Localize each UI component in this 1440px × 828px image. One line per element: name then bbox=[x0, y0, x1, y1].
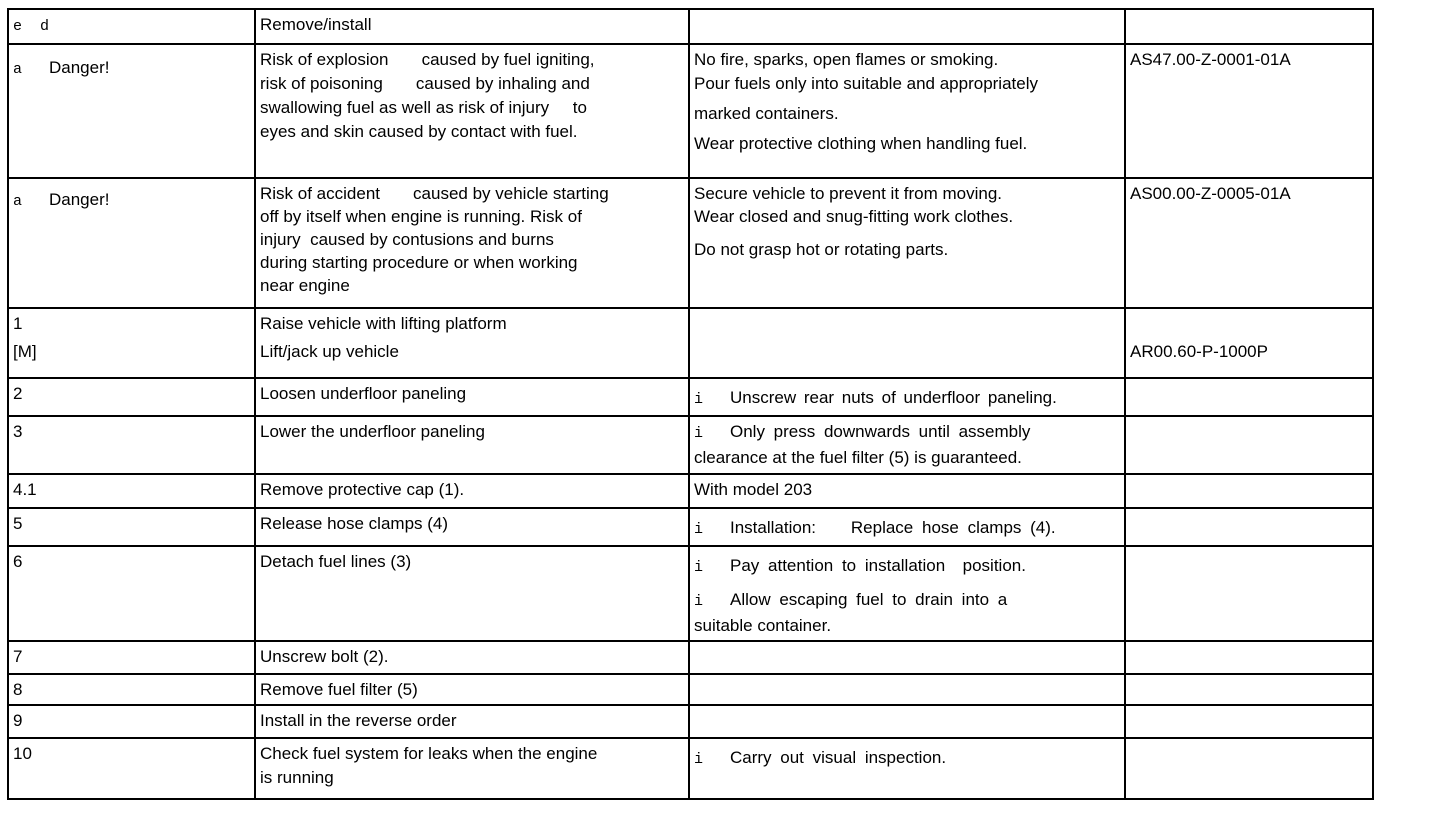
step-note-cell bbox=[689, 546, 1125, 641]
step-number-cell bbox=[8, 508, 255, 546]
measure-line: Wear protective clothing when handling fuel. bbox=[694, 134, 1028, 153]
reference-cell bbox=[1125, 308, 1373, 378]
step-row bbox=[8, 738, 1373, 799]
reference-cell bbox=[1125, 44, 1373, 178]
step-action: Remove protective cap (1). bbox=[260, 480, 465, 499]
step-action-cell bbox=[255, 674, 689, 705]
step-number: 9 bbox=[13, 711, 23, 730]
step-action: Check fuel system for leaks when the engine bbox=[260, 744, 598, 763]
risk-line: near engine bbox=[260, 276, 350, 295]
step-action: Unscrew bolt (2). bbox=[260, 647, 389, 666]
info-icon: i bbox=[694, 593, 704, 610]
measure-line: Secure vehicle to prevent it from moving. bbox=[694, 184, 1003, 203]
risk-line: swallowing fuel as well as risk of injury to bbox=[260, 98, 587, 117]
danger-row bbox=[8, 178, 1373, 308]
step-note: Allow escaping fuel to drain into a bbox=[730, 590, 1008, 609]
empty-cell bbox=[1125, 9, 1373, 44]
step-action-cell bbox=[255, 416, 689, 474]
step-action: Install in the reverse order bbox=[260, 711, 457, 730]
step-action: Raise vehicle with lifting platform bbox=[260, 314, 507, 333]
step-row bbox=[8, 378, 1373, 416]
empty-cell bbox=[689, 641, 1125, 674]
step-action-cell bbox=[255, 705, 689, 738]
step-action: Lift/jack up vehicle bbox=[260, 342, 399, 361]
risk-line: Risk of accident caused by vehicle starting bbox=[260, 184, 609, 203]
step-action: Lower the underfloor paneling bbox=[260, 422, 485, 441]
step-row bbox=[8, 546, 1373, 641]
empty-cell bbox=[1125, 641, 1373, 674]
step-row bbox=[8, 474, 1373, 508]
empty-cell bbox=[1125, 474, 1373, 508]
step-note: Installation: Replace hose clamps (4). bbox=[730, 518, 1056, 537]
step-note-cell bbox=[689, 738, 1125, 799]
step-note: Only press downwards until assembly bbox=[730, 422, 1031, 441]
info-icon: i bbox=[694, 559, 704, 576]
procedure-table bbox=[7, 8, 1374, 800]
step-action: is running bbox=[260, 768, 334, 787]
info-icon: i bbox=[694, 521, 704, 538]
risk-line: off by itself when engine is running. Risk of bbox=[260, 207, 582, 226]
step-row bbox=[8, 674, 1373, 705]
step-action: Release hose clamps (4) bbox=[260, 514, 449, 533]
step-note: Unscrew rear nuts of underfloor paneling. bbox=[730, 388, 1057, 407]
step-number: 8 bbox=[13, 680, 23, 699]
step-number-cell bbox=[8, 705, 255, 738]
step-action: Loosen underfloor paneling bbox=[260, 384, 467, 403]
step-action: Remove fuel filter (5) bbox=[260, 680, 418, 699]
step-action-cell bbox=[255, 738, 689, 799]
measure-line: Do not grasp hot or rotating parts. bbox=[694, 240, 949, 259]
reference-code: AS00.00-Z-0005-01A bbox=[1130, 184, 1291, 203]
risk-line: risk of poisoning caused by inhaling and bbox=[260, 74, 590, 93]
header-symbols-cell bbox=[8, 9, 255, 44]
risk-line: during starting procedure or when working bbox=[260, 253, 578, 272]
reference-code: AR00.60-P-1000P bbox=[1130, 342, 1268, 361]
measures-cell bbox=[689, 44, 1125, 178]
step-row bbox=[8, 705, 1373, 738]
step-number-cell bbox=[8, 308, 255, 378]
step-number-cell bbox=[8, 738, 255, 799]
step-action-cell bbox=[255, 308, 689, 378]
danger-row bbox=[8, 44, 1373, 178]
step-note-cell bbox=[689, 508, 1125, 546]
step-note: Pay attention to installation position. bbox=[730, 556, 1026, 575]
danger-label-cell bbox=[8, 44, 255, 178]
step-number-cell bbox=[8, 546, 255, 641]
step-number-cell bbox=[8, 416, 255, 474]
step-action-cell bbox=[255, 546, 689, 641]
step-number: 10 bbox=[13, 744, 32, 763]
step-note-cell bbox=[689, 378, 1125, 416]
header-symbols: e d bbox=[13, 18, 50, 35]
empty-cell bbox=[689, 308, 1125, 378]
measure-line: Wear closed and snug-fitting work clothes. bbox=[694, 207, 1014, 226]
step-number: 5 bbox=[13, 514, 23, 533]
step-action-cell bbox=[255, 474, 689, 508]
step-note: clearance at the fuel filter (5) is guaranteed. bbox=[694, 448, 1022, 467]
empty-cell bbox=[1125, 705, 1373, 738]
step-row bbox=[8, 641, 1373, 674]
step-number: 1 bbox=[13, 314, 23, 333]
danger-label: Danger! bbox=[49, 58, 110, 77]
step-note-cell bbox=[689, 474, 1125, 508]
step-action: Detach fuel lines (3) bbox=[260, 552, 412, 571]
step-note: suitable container. bbox=[694, 616, 832, 635]
reference-cell bbox=[1125, 178, 1373, 308]
empty-cell bbox=[1125, 508, 1373, 546]
info-icon: i bbox=[694, 391, 704, 408]
empty-cell bbox=[1125, 674, 1373, 705]
step-number-cell bbox=[8, 641, 255, 674]
measure-line: Pour fuels only into suitable and appropriately bbox=[694, 74, 1038, 93]
step-number-cell bbox=[8, 474, 255, 508]
empty-cell bbox=[689, 674, 1125, 705]
step-note: With model 203 bbox=[694, 480, 813, 499]
step-number-cell bbox=[8, 378, 255, 416]
danger-label-cell bbox=[8, 178, 255, 308]
step-number: 2 bbox=[13, 384, 23, 403]
danger-label: Danger! bbox=[49, 190, 110, 209]
step-action-cell bbox=[255, 378, 689, 416]
empty-cell bbox=[1125, 738, 1373, 799]
empty-cell bbox=[689, 9, 1125, 44]
step-note-cell bbox=[689, 416, 1125, 474]
step-note: Carry out visual inspection. bbox=[730, 748, 947, 767]
empty-cell bbox=[689, 705, 1125, 738]
step-action-cell bbox=[255, 508, 689, 546]
info-icon: i bbox=[694, 751, 704, 768]
risk-line: eyes and skin caused by contact with fuel. bbox=[260, 122, 578, 141]
risk-cell bbox=[255, 44, 689, 178]
step-row bbox=[8, 508, 1373, 546]
header-label: Remove/install bbox=[260, 15, 372, 34]
reference-code: AS47.00-Z-0001-01A bbox=[1130, 50, 1291, 69]
measures-cell bbox=[689, 178, 1125, 308]
step-number: 3 bbox=[13, 422, 23, 441]
step-number-cell bbox=[8, 674, 255, 705]
warning-icon: a bbox=[13, 193, 23, 210]
empty-cell bbox=[1125, 416, 1373, 474]
header-label-cell bbox=[255, 9, 689, 44]
risk-line: injury caused by contusions and burns bbox=[260, 230, 554, 249]
step-number: 7 bbox=[13, 647, 23, 666]
header-row bbox=[8, 9, 1373, 44]
info-icon: i bbox=[694, 425, 704, 442]
empty-cell bbox=[1125, 546, 1373, 641]
empty-cell bbox=[1125, 378, 1373, 416]
step-row bbox=[8, 308, 1373, 378]
step-number: 4.1 bbox=[13, 480, 37, 499]
model-symbol: [M] bbox=[13, 342, 37, 361]
step-row bbox=[8, 416, 1373, 474]
step-number: 6 bbox=[13, 552, 23, 571]
measure-line: No fire, sparks, open flames or smoking. bbox=[694, 50, 999, 69]
risk-cell bbox=[255, 178, 689, 308]
warning-icon: a bbox=[13, 61, 23, 78]
measure-line: marked containers. bbox=[694, 104, 839, 123]
step-action-cell bbox=[255, 641, 689, 674]
risk-line: Risk of explosion caused by fuel igniting, bbox=[260, 50, 595, 69]
